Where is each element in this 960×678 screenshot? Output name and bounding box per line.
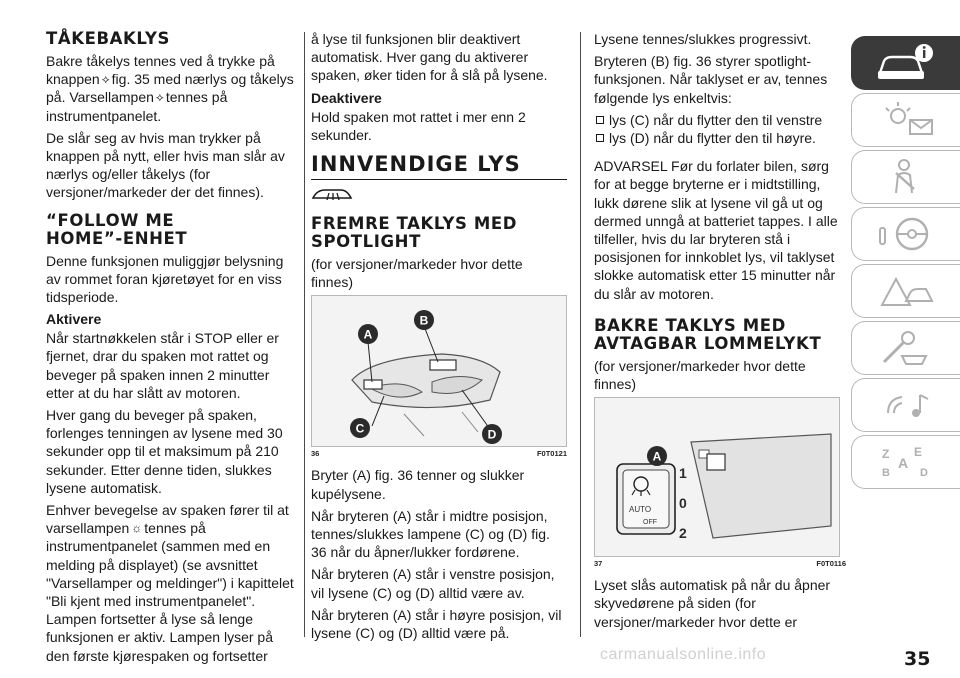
figure-37-auto-label: AUTO <box>629 505 652 515</box>
heading-innvendige-lys: INNVENDIGE LYS <box>311 152 521 177</box>
paragraph-bryter-a-4: Når bryteren (A) står i høyre posisjon, vil lysene (C) og (D) alltid være på. <box>311 606 562 642</box>
figure-36-drawing <box>312 296 566 446</box>
heading-follow-me-1: “FOLLOW ME <box>46 210 175 230</box>
column-right <box>594 30 846 635</box>
tab-multimedia[interactable] <box>851 378 960 432</box>
paragraph-deaktivere: Hold spaken mot rattet i mer enn 2 sekunder. <box>311 108 526 143</box>
heading-bakre-taklys-1: BAKRE TAKLYS MED <box>594 315 786 335</box>
figure-37-drawing <box>595 398 839 556</box>
figure-36-code: F0T0121 <box>536 449 567 459</box>
paragraph-aktivere-3: Enhver bevegelse av spaken fører til at varsellampen ☼ tennes på instrumentpanelet (sammen med en melding på displayet) (se avsnittet "Varsellamper og meldinger") i kapittelet "Bli kjent med instrumentpanelet". Lampen fortsetter å lyse så lenge funksjonen er aktiv. Lampen lyser på den første kjørespaken og fortsetter <box>46 502 294 664</box>
paragraph-advarsel: ADVARSEL Før du forlater bilen, sørg for at begge bryterne er i midtstilling, lukk dørene slik at lysene vil gå ut og dermed unngå at batteriet tappes. I alle tilfeller, hvis du lar bryteren stå i posisjonen for innkoblet lys, vil taklyset slokke automatisk etter 15 minutter når du slår av motoren. <box>594 158 838 302</box>
figure-37-label-0: 0 <box>679 495 687 512</box>
figure-37-number: 37 <box>594 559 603 569</box>
tab-maintenance[interactable] <box>851 321 960 375</box>
figure-37-label-1: 1 <box>679 465 687 482</box>
svg-text:A: A <box>898 455 909 471</box>
warning-triangle-icon <box>874 271 938 311</box>
rear-fog-light-icon: ⟡ <box>101 72 110 87</box>
paragraph-progressive: Lysene tennes/slukkes progressivt. <box>594 31 812 47</box>
tab-car-info[interactable] <box>851 36 960 90</box>
heading-fremre-taklys-2: SPOTLIGHT <box>311 232 421 252</box>
follow-me-warning-icon: ☼ <box>131 521 143 536</box>
column-left <box>46 30 298 669</box>
paragraph-bakre-taklys: Lyset slås automatisk på når du åpner skyvedørene på siden (for versjoner/markeder hvor dette er <box>594 577 831 630</box>
svg-text:B: B <box>882 467 890 479</box>
heading-bakre-taklys-2: AVTAGBAR LOMMELYKT <box>594 333 822 353</box>
multimedia-icon <box>874 385 938 425</box>
figure-36-caption <box>311 449 567 458</box>
tools-icon <box>874 328 938 368</box>
paragraph-aktivere-2: Hver gang du beveger på spaken, forlenges tenningen av lysene med 30 sekunder opp til et maksimum på 210 sekunder. Etter denne tiden, slukkes lysene automatisk. <box>46 407 283 496</box>
chapter-tabs <box>851 36 960 492</box>
paragraph-continued: å lyse til funksjonen blir deaktivert automatisk. Hver gang du aktiverer spaken, øker tiden for å slå på lysene. <box>311 31 548 84</box>
figure-37-caption <box>594 559 846 568</box>
paragraph-bryter-b: Bryteren (B) fig. 36 styrer spotlight-funksjonen. Når taklyset er av, tennes følgende lys enkeltvis: <box>594 53 828 106</box>
subheading-deaktivere: Deaktivere <box>311 89 382 106</box>
paragraph-takebaklys-2: De slår seg av hvis man trykker på knappen på nytt, eller hvis man slår av nærlys og/eller tåkelys (for versjoner/markeder der det finnes). <box>46 129 285 201</box>
figure-36-label-c-text: C <box>355 421 365 436</box>
tab-index[interactable] <box>851 435 960 489</box>
index-icon <box>874 442 938 482</box>
paragraph-bryter-a-3: Når bryteren (A) står i venstre posisjon, vil lysene (C) og (D) alltid være av. <box>311 566 555 601</box>
interior-light-icon <box>311 186 567 207</box>
column-divider-2 <box>580 32 581 637</box>
watermark: carmanualsonline.info <box>600 646 767 663</box>
bullet-box-icon <box>596 134 604 142</box>
figure-36-ceiling-light <box>311 295 567 447</box>
subheading-aktivere: Aktivere <box>46 311 102 328</box>
tab-warnings[interactable] <box>851 264 960 318</box>
car-info-icon <box>874 43 938 83</box>
heading-follow-me-2: HOME”-ENHET <box>46 228 188 248</box>
lights-icon <box>874 100 938 140</box>
heading-rule <box>311 179 567 180</box>
paragraph-bryter-a-1: Bryter (A) fig. 36 tenner og slukker kupélysene. <box>311 467 525 502</box>
figure-36-label-d-text: D <box>487 427 497 442</box>
paragraph-fremre-note: (for versjoner/markeder hvor dette finnes) <box>311 256 523 291</box>
figure-36-label-b-text: B <box>419 313 429 328</box>
paragraph-bakre-note: (for versjoner/markeder hvor dette finnes) <box>594 357 806 393</box>
tab-driving[interactable] <box>851 207 960 261</box>
paragraph-aktivere-1: Når startnøkkelen står i STOP eller er fjernet, drar du spaken mot rattet og beveger på spaken innen 2 minutter etter at du har slått av motoren. <box>46 330 279 401</box>
figure-37-label-a-text: A <box>652 449 662 464</box>
figure-37-label-2: 2 <box>679 525 687 542</box>
list-item: lys (D) når du flytter den til høyre. <box>594 129 846 147</box>
column-middle <box>311 30 567 646</box>
heading-takebaklys: TÅKEBAKLYS <box>46 29 170 48</box>
list-item: lys (C) når du flytter den til venstre <box>594 111 846 129</box>
paragraph-follow-me: Denne funksjonen muliggjør belysning av rommet foran kjøretøyet for en viss tidsperiode. <box>46 252 284 306</box>
page-number: 35 <box>904 648 931 670</box>
paragraph-takebaklys-1: Bakre tåkelys tennes ved å trykke på knappen ⟡ fig. 35 med nærlys og tåkelys på. Varsellampen ⟡ tennes på instrumentpanelet. <box>46 53 294 124</box>
heading-fremre-taklys-1: FREMRE TAKLYS MED <box>311 214 518 234</box>
paragraph-bryter-a-2: Når bryteren (A) står i midtre posisjon, tennes/slukkes lampene (C) og (D) fig. 36 når du åpner/lukker fordørene. <box>311 507 550 561</box>
figure-36-label-a-text: A <box>363 327 373 342</box>
svg-text:D: D <box>920 467 928 479</box>
svg-text:E: E <box>914 445 923 459</box>
rear-fog-warning-icon: ⟡ <box>155 90 164 105</box>
figure-37-code: F0T0116 <box>816 559 846 569</box>
figure-37-off-label: OFF <box>643 519 657 527</box>
column-divider-1 <box>304 32 305 637</box>
figure-37-rear-light <box>594 397 840 557</box>
seatbelt-icon <box>874 157 938 197</box>
steering-wheel-icon <box>874 214 938 254</box>
tab-lights[interactable] <box>851 93 960 147</box>
svg-text:Z: Z <box>882 447 890 461</box>
figure-36-number: 36 <box>311 449 320 459</box>
bullet-box-icon <box>596 116 604 124</box>
tab-safety[interactable] <box>851 150 960 204</box>
